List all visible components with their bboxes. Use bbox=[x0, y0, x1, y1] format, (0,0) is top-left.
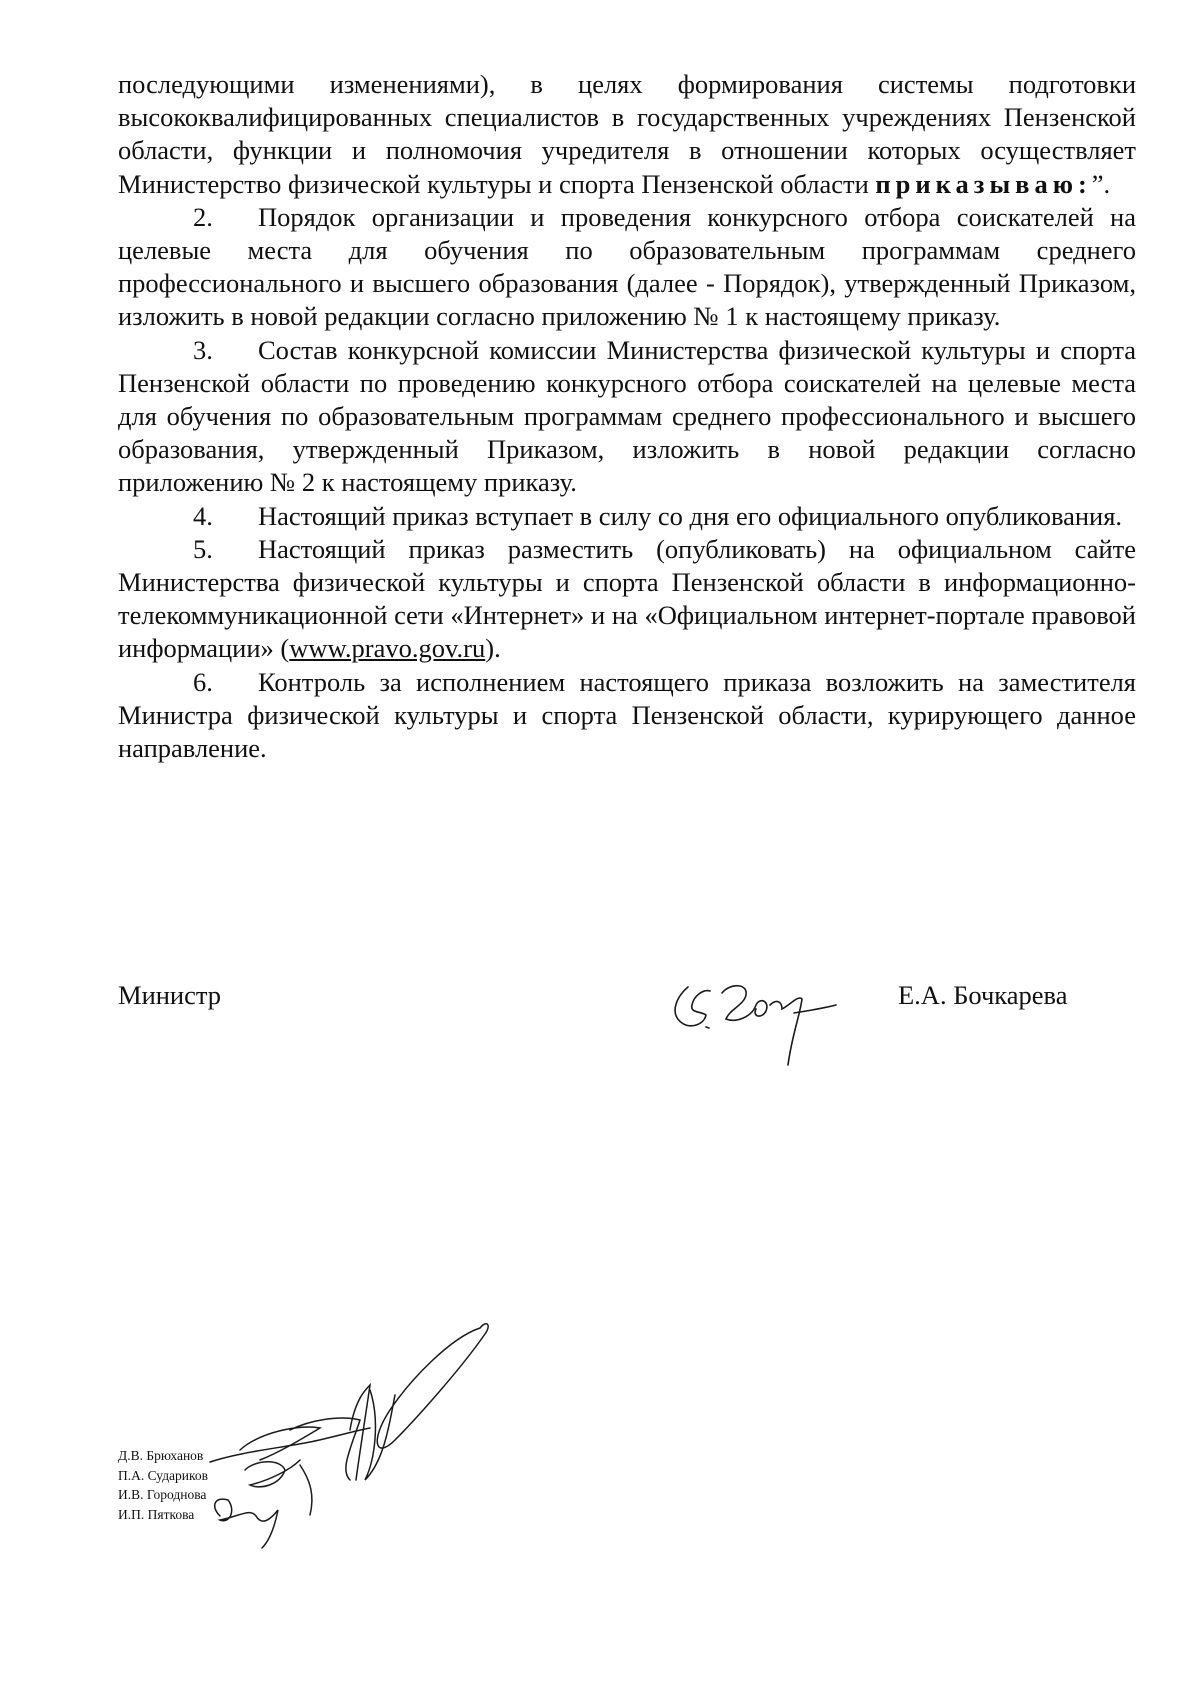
clause-text: Настоящий приказ вступает в силу со дня его официального опубликования. bbox=[258, 500, 1123, 531]
order-body bbox=[118, 68, 1136, 765]
clause-number: 6. bbox=[193, 666, 213, 697]
clause-2 bbox=[118, 201, 1136, 334]
clause-text: Порядок организации и проведения конкурсного отбора соискателей на целевые места для обучения по образовательным программам среднего профессионального и высшего образования (далее - Порядок), утвержденный Приказом, изложить в новой редакции согласно приложению № 1 к настоящему приказу. bbox=[118, 201, 1136, 332]
intro-text: последующими изменениями), в целях формирования системы подготовки высококвалифицированных специалистов в государственных учреждениях Пензенской области, функции и полномочия учредителя в отношении которых осуществляет Министерство физической культуры и спорта Пензенской области bbox=[118, 69, 1136, 199]
intro-paragraph bbox=[118, 68, 1136, 201]
approver: Д.В. Брюханов bbox=[118, 1448, 204, 1463]
approver: И.В. Городнова bbox=[118, 1487, 207, 1502]
order-word: приказываю: bbox=[875, 168, 1092, 199]
clause-number: 3. bbox=[193, 334, 213, 365]
approvals-list bbox=[118, 1446, 208, 1524]
clause-text-end: ). bbox=[485, 633, 501, 664]
clause-4 bbox=[118, 500, 1136, 533]
clause-text: Контроль за исполнением настоящего приказа возложить на заместителя Министра физической культуры и спорта Пензенской области, курирующего данное направление. bbox=[118, 666, 1136, 764]
clause-text: Состав конкурсной комиссии Министерства физической культуры и спорта Пензенской области по проведению конкурсного отбора соискателей на целевые места для обучения по образовательным программам среднего профессионального и высшего образования, утвержденный Приказом, изложить в новой редакции согласно приложению № 2 к настоящему приказу. bbox=[118, 334, 1136, 498]
pravo-link[interactable]: www.pravo.gov.ru bbox=[289, 633, 486, 664]
minister-signature bbox=[660, 965, 840, 1075]
clause-text: Настоящий приказ разместить (опубликовать) на официальном сайте Министерства физической культуры и спорта Пензенской области в информационно-телекоммуникационной сети «Интернет» и на «Официальном интернет-портале правовой информации» ( bbox=[118, 533, 1136, 664]
clause-6 bbox=[118, 666, 1136, 766]
approver: П.А. Судариков bbox=[118, 1467, 209, 1483]
approval-signatures bbox=[200, 1320, 500, 1550]
intro-end: ”. bbox=[1091, 168, 1111, 199]
minister-title: Министр bbox=[118, 980, 222, 1010]
clause-3 bbox=[118, 334, 1136, 500]
clause-5 bbox=[118, 533, 1136, 666]
clause-number: 5. bbox=[193, 533, 213, 564]
clause-number: 4. bbox=[193, 500, 213, 531]
clause-number: 2. bbox=[193, 201, 213, 232]
approver: И.П. Пяткова bbox=[118, 1506, 195, 1522]
minister-name: Е.А. Бочкарева bbox=[898, 980, 1068, 1010]
